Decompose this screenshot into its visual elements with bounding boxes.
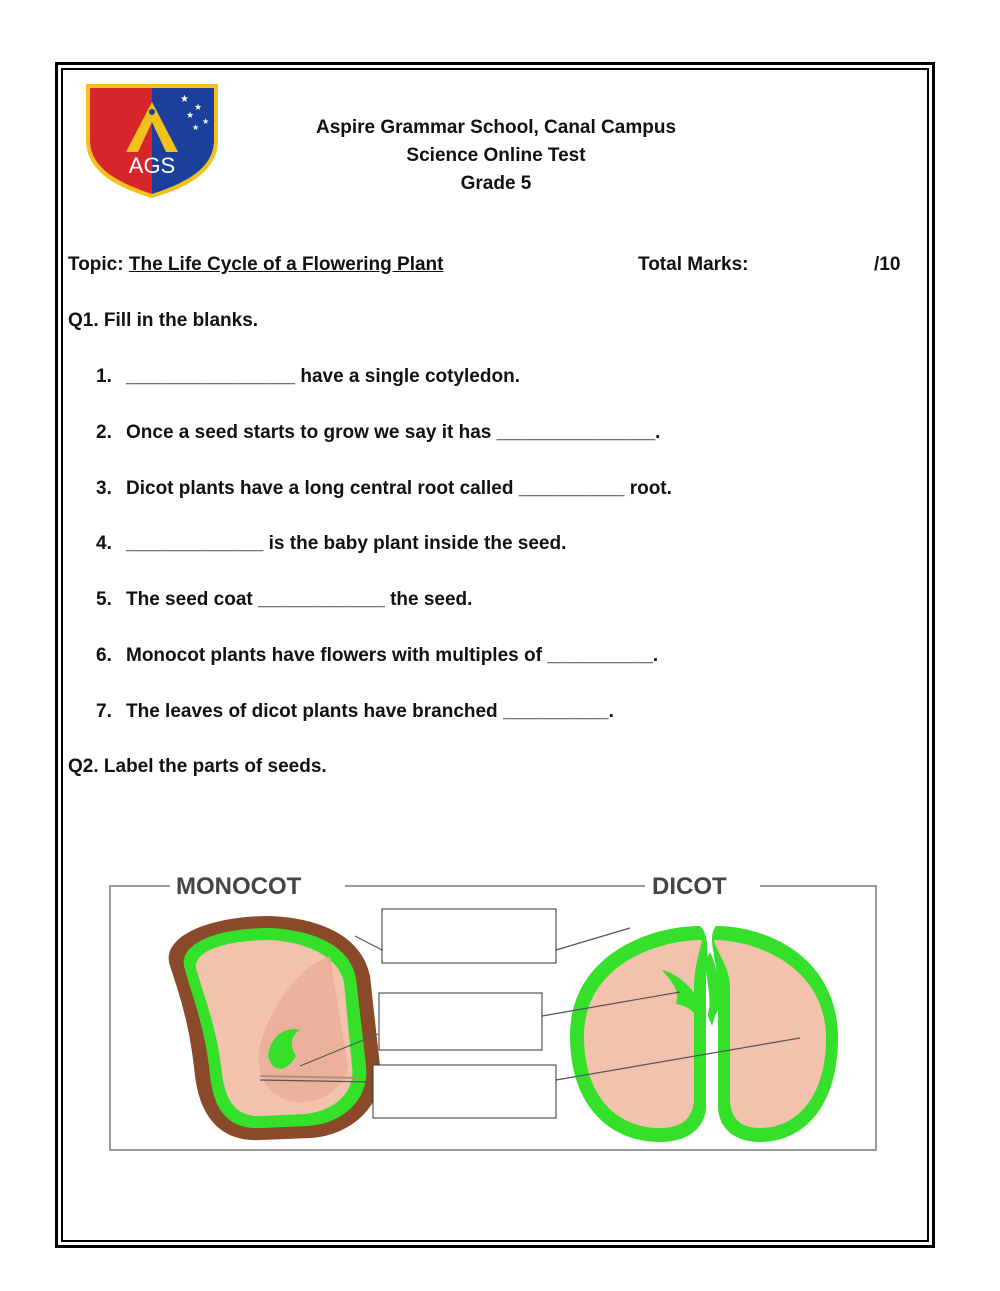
monocot-seed	[169, 916, 381, 1140]
test-name: Science Online Test	[406, 145, 586, 166]
topic-value: The Life Cycle of a Flowering Plant	[128, 254, 444, 275]
topic-label: Topic:	[68, 254, 124, 275]
svg-text:★: ★	[186, 111, 195, 121]
topic-row	[68, 254, 913, 282]
list-item: 7. The leaves of dicot plants have branched __________.	[96, 700, 614, 722]
school-crest-logo	[82, 80, 222, 200]
grade-label: Grade 5	[460, 173, 532, 194]
list-item: 5. The seed coat ____________ the seed.	[96, 589, 473, 611]
total-marks-label: Total Marks:	[638, 254, 749, 275]
svg-text:★: ★	[202, 117, 210, 126]
q1-list	[96, 366, 916, 757]
list-item: 6. Monocot plants have flowers with multiples of __________.	[96, 644, 659, 666]
label-box[interactable]	[379, 993, 542, 1050]
svg-text:★: ★	[180, 94, 189, 105]
list-item: 4. _____________ is the baby plant inside the seed.	[96, 533, 567, 555]
q2-title: Q2. Label the parts of seeds.	[68, 756, 327, 777]
svg-text:★: ★	[194, 103, 203, 113]
topic	[68, 254, 443, 276]
list-item: 2. Once a seed starts to grow we say it has _______________.	[96, 421, 661, 443]
seed-diagram	[100, 866, 890, 1166]
list-item: 3. Dicot plants have a long central root called __________ root.	[96, 477, 672, 499]
label-box[interactable]	[373, 1065, 556, 1118]
total-marks-value: /10	[874, 254, 901, 275]
monocot-label: MONOCOT	[176, 873, 302, 900]
crest-initials: AGS	[128, 153, 176, 178]
school-header	[296, 114, 696, 198]
dicot-seed	[570, 926, 838, 1142]
svg-text:★: ★	[192, 123, 200, 132]
q1-title: Q1. Fill in the blanks.	[68, 310, 259, 331]
dicot-label: DICOT	[652, 873, 727, 900]
list-item: 1. ________________ have a single cotyledon.	[96, 366, 520, 387]
school-name: Aspire Grammar School, Canal Campus	[315, 117, 677, 138]
label-box[interactable]	[382, 909, 556, 963]
